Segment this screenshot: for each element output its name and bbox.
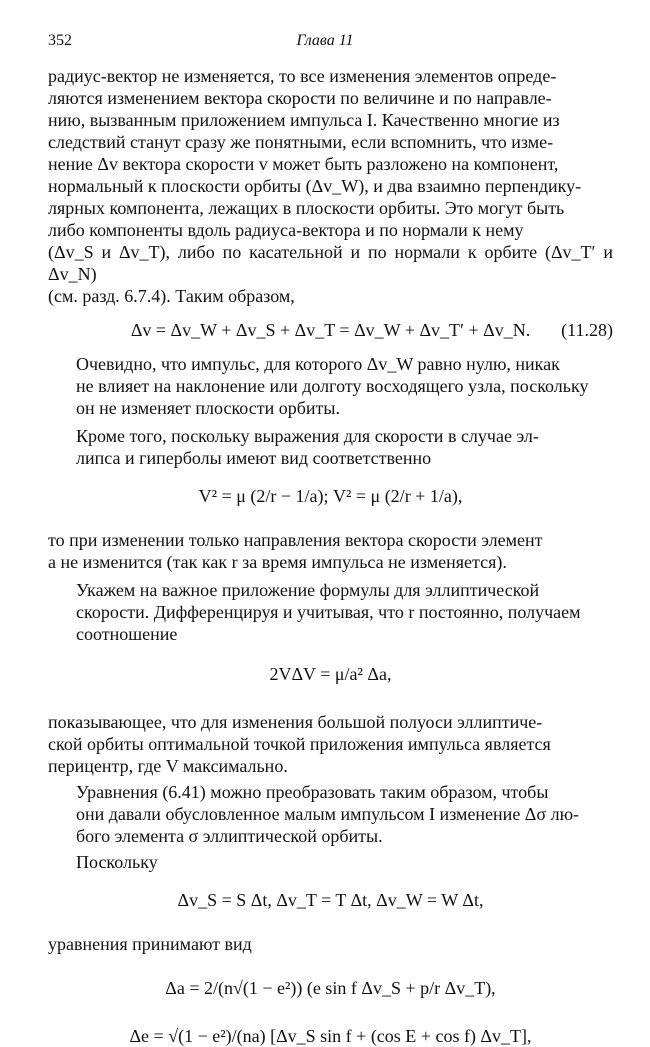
equation-delta-v-components: Δv_S = S Δt, Δv_T = T Δt, Δv_W = W Δt, [177, 890, 484, 910]
equation-11-28: Δv = Δv_W + Δv_S + Δv_T = Δv_W + Δv_T′ + Δv_N. (11.28) [130, 320, 613, 340]
page-header [48, 32, 602, 52]
equation-delta-a: Δa = 2/(n√(1 − e²)) (e sin f Δv_S + p/r Δv_T), [165, 978, 496, 998]
paragraph-1: радиус-вектор не изменяется, то все изменения элементов опреде- ляются изменением вектора скорости по величине и по направле- нию, вызванным приложением импульса I. Качественно многие из следствий станут сразу же понятными, если вспомнить, что изме- нение Δv вектора скорости v может быть разложено на компонент, нормальный к плоскости орбиты (Δv_W), и два взаимно перпендику- лярных компонента, лежащих в плоскости орбиты. Это могут быть либо компоненты вдоль радиуса-вектора и по нормали к нему (Δv_S и Δv_T), либо по касательной и по нормали к орбите (Δv_T′ и Δv_N) (см. разд. 6.7.4). Таким образом, [48, 66, 613, 306]
running-head: Глава 11 [296, 32, 354, 49]
paragraph-7: Уравнения (6.41) можно преобразовать таким образом, чтобы они давали обусловленное малым импульсом I изменение Δσ лю- бого элемента σ эллиптической орбиты. [76, 782, 580, 846]
paragraph-8: Поскольку [76, 852, 158, 872]
equation-delta-v: 2VΔV = μ/a² Δa, [269, 664, 392, 684]
paragraph-3: Кроме того, поскольку выражения для скорости в случае эл- липса и гиперболы имеют вид соответственно [76, 426, 539, 468]
paragraph-6: показывающее, что для изменения большой полуоси эллиптиче- ской орбиты оптимальной точкой приложения импульса является перицентр, где V максимально. [48, 712, 551, 776]
paragraph-5: Укажем на важное приложение формулы для эллиптической скорости. Дифференцируя и учитывая, что r постоянно, получаем соотношение [76, 580, 581, 644]
page-number: 352 [48, 32, 72, 49]
paragraph-4: то при изменении только направления вектора скорости элемент a не изменится (так как r за время импульса не изменяется). [48, 530, 543, 572]
equation-number: (11.28) [561, 320, 613, 340]
paragraph-9: уравнения принимают вид [48, 934, 252, 954]
page-body [48, 65, 613, 1047]
equation-delta-e: Δe = √(1 − e²)/(na) [Δv_S sin f + (cos E + cos f) Δv_T], [129, 1026, 532, 1046]
equation-velocity: V² = μ (2/r − 1/a); V² = μ (2/r + 1/a), [198, 486, 463, 506]
paragraph-2: Очевидно, что импульс, для которого Δv_W равно нулю, никак не влияет на наклонение или долготу восходящего узла, поскольку он не изменяет плоскости орбиты. [76, 354, 589, 418]
